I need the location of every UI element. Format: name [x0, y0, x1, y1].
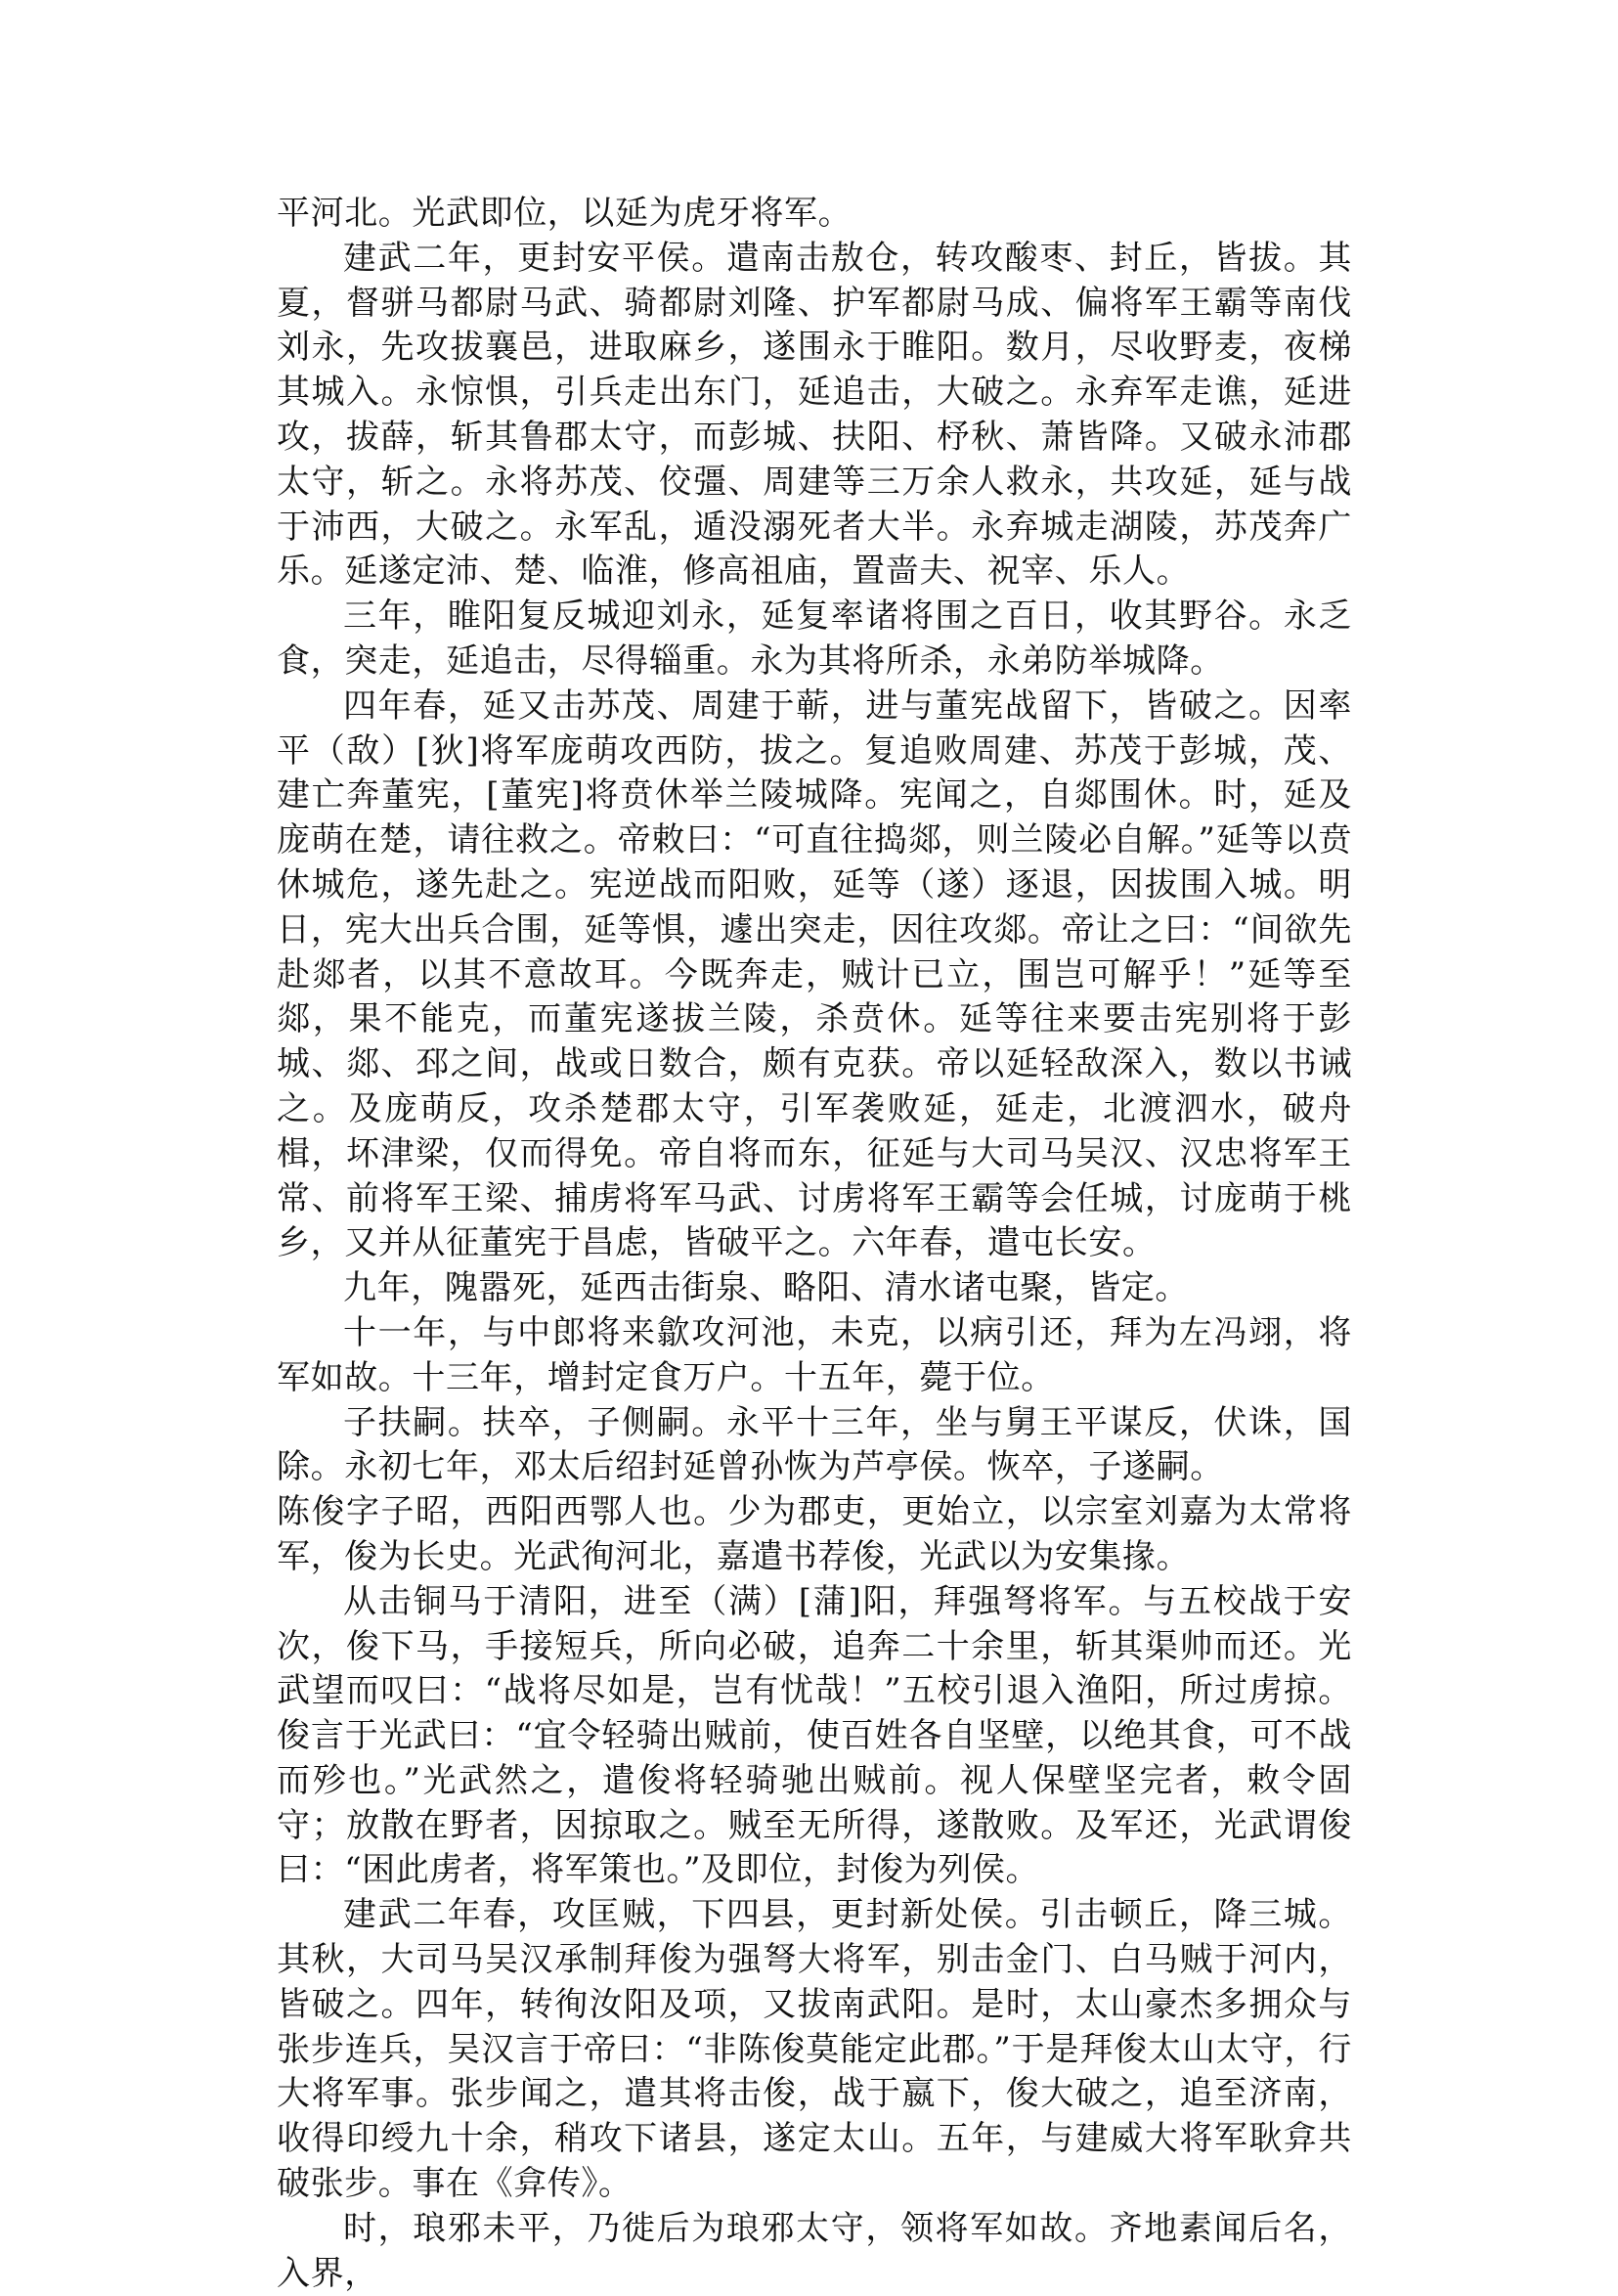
paragraph-11: 时，琅邪未平，乃徙后为琅邪太守，领将军如故。齐地素闻后名，入界， [277, 2208, 1352, 2293]
paragraph-6: 十一年，与中郎将来歙攻河池，未克，以病引还，拜为左冯翊，将军如故。十三年，增封定食万户。十五年，薨于位。 [277, 1312, 1352, 1397]
paragraph-10: 建武二年春，攻匡贼，下四县，更封新处侯。引击顿丘，降三城。其秋，大司马吴汉承制拜俊为强弩大将军，别击金门、白马贼于河内，皆破之。四年，转徇汝阳及项，又拔南武阳。是时，太山豪杰多拥众与张步连兵，吴汉言于帝曰：“非陈俊莫能定此郡。”于是拜俊太山太守，行大将军事。张步闻之，遣其将击俊，战于嬴下，俊大破之，追至济南，收得印绶九十余，稍攻下诸县，遂定太山。五年，与建威大将军耿弇共破张步。事在《弇传》。 [277, 1895, 1352, 2204]
paragraph-4: 四年春，延又击苏茂、周建于蕲，进与董宪战留下，皆破之。因率平（敌）[狄]将军庞萌攻西防，拔之。复追败周建、苏茂于彭城，茂、建亡奔董宪，[董宪]将贲休举兰陵城降。宪闻之，自郯围休。时，延及庞萌在楚，请往救之。帝敕曰：“可直往捣郯，则兰陵必自解。”延等以贲休城危，遂先赴之。宪逆战而阳败，延等（遂）逐退，因拔围入城。明日，宪大出兵合围，延等惧，遽出突走，因往攻郯。帝让之曰：“间欲先赴郯者，以其不意故耳。今既奔走，贼计已立，围岂可解乎！”延等至郯，果不能克，而董宪遂拔兰陵，杀贲休。延等往来要击宪别将于彭城、郯、邳之间，战或日数合，颇有克获。帝以延轻敌深入，数以书诫之。及庞萌反，攻杀楚郡太守，引军袭败延，延走，北渡泗水，破舟楫，坏津梁，仅而得免。帝自将而东，征延与大司马吴汉、汉忠将军王常、前将军王梁、捕虏将军马武、讨虏将军王霸等会任城，讨庞萌于桃乡，又并从征董宪于昌虑，皆破平之。六年春，遣屯长安。 [277, 685, 1352, 1263]
paragraph-7: 子扶嗣。扶卒，子侧嗣。永平十三年，坐与舅王平谋反，伏诛，国除。永初七年，邓太后绍封延曾孙恢为芦亭侯。恢卒，子遂嗣。 [277, 1402, 1352, 1487]
paragraph-1: 平河北。光武即位，以延为虎牙将军。 [277, 194, 853, 233]
paragraph-3: 三年，睢阳复反城迎刘永，延复率诸将围之百日，收其野谷。永乏食，突走，延追击，尽得辎重。永为其将所杀，永弟防举城降。 [277, 596, 1352, 681]
paragraph-2: 建武二年，更封安平侯。遣南击敖仓，转攻酸枣、封丘，皆拔。其夏，督骈马都尉马武、骑都尉刘隆、护军都尉马成、偏将军王霸等南伐刘永，先攻拔襄邑，进取麻乡，遂围永于睢阳。数月，尽收野麦，夜梯其城入。永惊惧，引兵走出东门，延追击，大破之。永弃军走谯，延进攻，拔薛，斩其鲁郡太守，而彭城、扶阳、杼秋、萧皆降。又破永沛郡太守，斩之。永将苏茂、佼彊、周建等三万余人救永，共攻延，延与战于沛西，大破之。永军乱，遁没溺死者大半。永弃城走湖陵，苏茂奔广乐。延遂定沛、楚、临淮，修高祖庙，置啬夫、祝宰、乐人。 [277, 238, 1352, 592]
document-text-body [277, 192, 1352, 2296]
paragraph-5: 九年，隗嚣死，延西击街泉、略阳、清水诸屯聚，皆定。 [343, 1268, 1189, 1308]
paragraph-9: 从击铜马于清阳，进至（满）[蒲]阳，拜强弩将军。与五校战于安次，俊下马，手接短兵，所向必破，追奔二十余里，斩其渠帅而还。光武望而叹曰：“战将尽如是，岂有忧哉！”五校引退入渔阳，所过虏掠。俊言于光武曰：“宜令轻骑出贼前，使百姓各自坚壁，以绝其食，可不战而殄也。”光武然之，遣俊将轻骑驰出贼前。视人保壁坚完者，敕令固守；放散在野者，因掠取之。贼至无所得，遂散败。及军还，光武谓俊曰：“困此虏者，将军策也。”及即位，封俊为列侯。 [277, 1581, 1352, 1890]
paragraph-8: 陈俊字子昭，西阳西鄂人也。少为郡吏，更始立，以宗室刘嘉为太常将军，俊为长史。光武徇河北，嘉遣书荐俊，光武以为安集掾。 [277, 1492, 1352, 1576]
